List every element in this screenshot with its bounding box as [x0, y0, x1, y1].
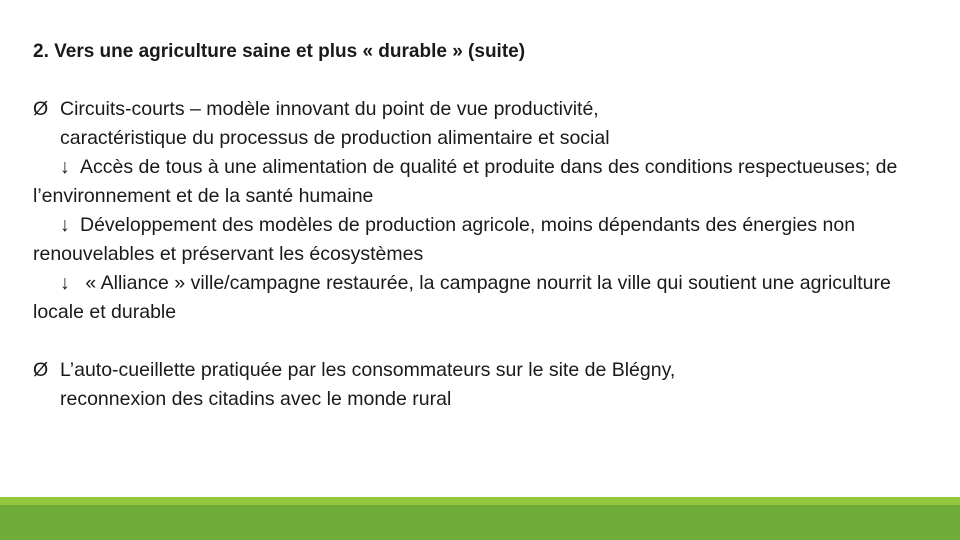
spacer [33, 327, 933, 356]
bullet-text-line: reconnexion des citadins avec le monde rural [60, 388, 452, 410]
bullet-text-line: L’auto-cueillette pratiquée par les consommateurs sur le site de Blégny, [60, 359, 676, 381]
bullet-auto-cueillette [33, 356, 933, 414]
bullet-marker-icon: Ø [33, 98, 49, 120]
down-arrow-icon: ↓ [60, 156, 70, 178]
sub-item-text: Développement des modèles de production agricole, moins dépendants des énergies non renouvelables et préservant les écosystèmes [33, 214, 856, 265]
down-arrow-icon: ↓ [60, 214, 70, 236]
sub-item-text: Accès de tous à une alimentation de qualité et produite dans des conditions respectueuses; de l’environnement et de la santé humaine [33, 156, 898, 207]
sub-item-text: « Alliance » ville/campagne restaurée, la campagne nourrit la ville qui soutient une agriculture locale et durable [33, 272, 891, 323]
bullet-text-line: caractéristique du processus de production alimentaire et social [60, 127, 610, 149]
sub-item-alliance [33, 269, 933, 327]
bullet-text-line: Circuits-courts – modèle innovant du point de vue productivité, [60, 98, 599, 120]
sub-item-developpement [33, 211, 933, 269]
down-arrow-icon: ↓ [60, 272, 70, 294]
footer-band-dark [0, 505, 960, 540]
sub-item-acces [33, 153, 933, 211]
slide-content [33, 95, 933, 414]
footer-band [0, 497, 960, 540]
bullet-marker-icon: Ø [33, 359, 49, 381]
slide-title: 2. Vers une agriculture saine et plus « durable » (suite) [33, 41, 526, 62]
bullet-circuits-courts [33, 95, 933, 153]
footer-band-light [0, 497, 960, 505]
